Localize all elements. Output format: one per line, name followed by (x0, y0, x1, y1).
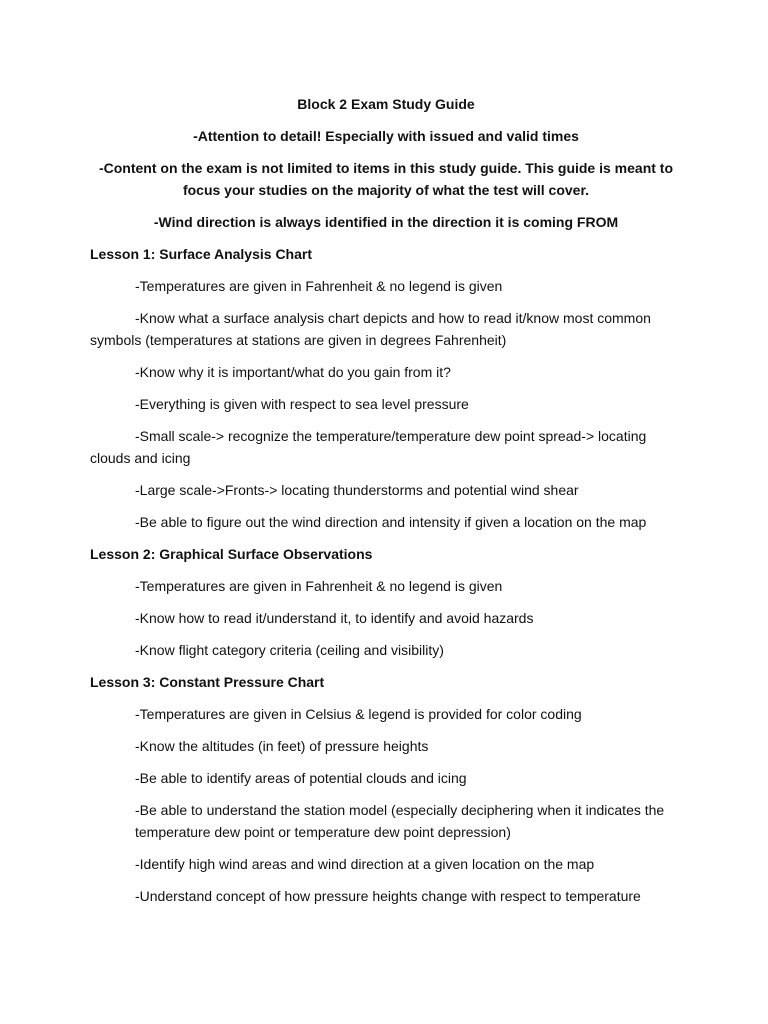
intro-note-content-scope: -Content on the exam is not limited to items in this study guide. This guide is meant to focus your studies on the majority of what the test will cover. (98, 160, 674, 198)
lesson-3-item: -Be able to identify areas of potential clouds and icing (135, 770, 467, 786)
lesson-3-item: -Identify high wind areas and wind direction at a given location on the map (135, 856, 595, 872)
lesson-1-item: -Know why it is important/what do you gain from it? (135, 364, 451, 380)
lesson-2-heading: Lesson 2: Graphical Surface Observations (90, 546, 373, 562)
lesson-1-item: -Know what a surface analysis chart depicts and how to read it/know most common symbols (temperatures at stations are given in degrees Fahrenheit) (90, 310, 651, 348)
intro-note-attention: -Attention to detail! Especially with issued and valid times (193, 128, 579, 144)
lesson-3-item: -Understand concept of how pressure heights change with respect to temperature (135, 888, 641, 904)
lesson-1-item: -Be able to figure out the wind direction and intensity if given a location on the map (135, 514, 647, 530)
lesson-1-item: -Large scale->Fronts-> locating thunderstorms and potential wind shear (135, 482, 579, 498)
lesson-3-item: -Know the altitudes (in feet) of pressure heights (135, 738, 429, 754)
lesson-1-heading: Lesson 1: Surface Analysis Chart (90, 246, 313, 262)
lesson-1-item: -Everything is given with respect to sea level pressure (135, 396, 469, 412)
lesson-2-item: -Temperatures are given in Fahrenheit & no legend is given (135, 578, 503, 594)
lesson-2-item: -Know how to read it/understand it, to identify and avoid hazards (135, 610, 534, 626)
lesson-1-item: -Temperatures are given in Fahrenheit & no legend is given (135, 278, 503, 294)
lesson-2-item: -Know flight category criteria (ceiling and visibility) (135, 642, 444, 658)
lesson-1-item: -Small scale-> recognize the temperature/temperature dew point spread-> locating clouds and icing (90, 428, 647, 466)
lesson-3-item: -Temperatures are given in Celsius & legend is provided for color coding (135, 706, 582, 722)
document-page (90, 93, 682, 917)
lesson-3-item: -Be able to understand the station model (especially deciphering when it indicates the temperature dew point or temperature dew point depression) (135, 802, 665, 840)
lesson-3-heading: Lesson 3: Constant Pressure Chart (90, 674, 325, 690)
document-title: Block 2 Exam Study Guide (297, 96, 475, 112)
intro-note-wind-direction: -Wind direction is always identified in the direction it is coming FROM (153, 214, 619, 230)
